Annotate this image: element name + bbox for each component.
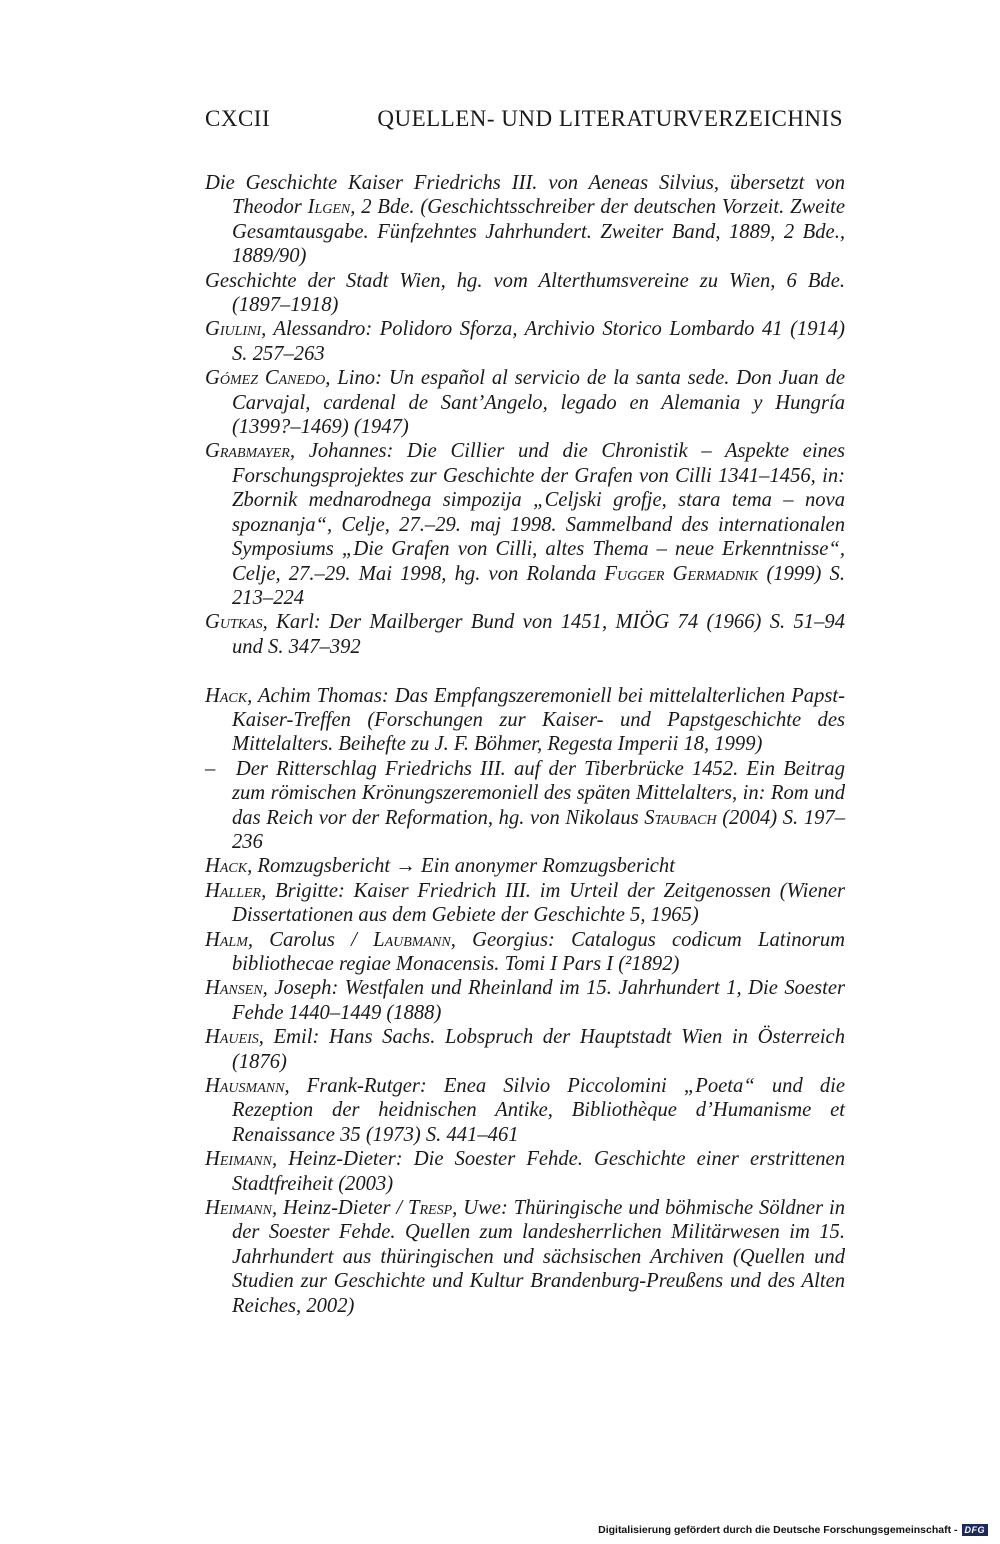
entry-text: , Achim Thomas: Das Empfangszeremoniell bei mittelalterlichen Papst-Kaiser-Treffen (Forschungen zur Kaiser- und Papstgeschichte des Mittelalters. Beihefte zu J. F. Böhmer, Regesta Imperii 18, 1999) bbox=[232, 684, 845, 756]
bib-entry bbox=[205, 439, 845, 610]
entry-text: , Emil: Hans Sachs. Lobspruch der Hauptstadt Wien in Österreich (1876) bbox=[232, 1026, 845, 1073]
entry-text: , Lino: Un español al servicio de la santa sede. Don Juan de Carvajal, cardenal de Sant’Angelo, legado en Alemania y Hungría (1399?–1469) (1947) bbox=[232, 367, 845, 439]
entry-text: , Brigitte: Kaiser Friedrich III. im Urteil der Zeitgenossen (Wiener Dissertationen aus dem Gebiete der Geschichte 5, 1965) bbox=[232, 879, 845, 927]
bib-entry bbox=[205, 928, 845, 977]
footer-credit: Digitalisierung gefördert durch die Deutsche Forschungsgemeinschaft - bbox=[598, 1524, 958, 1536]
entry-text: , Karl: Der Mailberger Bund von 1451, MIÖG 74 (1966) S. 51–94 und S. 347–392 bbox=[232, 611, 845, 658]
author-name: Haueis bbox=[205, 1026, 259, 1049]
entry-text: (2004) S. 197–236 bbox=[232, 806, 846, 853]
bib-entry bbox=[205, 1025, 845, 1074]
author-name: Hansen bbox=[205, 977, 263, 1000]
entry-text: , Alessandro: Polidoro Sforza, Archivio Storico Lombardo 41 (1914) S. 257–263 bbox=[232, 318, 845, 365]
entry-text: , Carolus / bbox=[247, 928, 374, 951]
bib-entry bbox=[205, 1074, 845, 1147]
entry-text: – Der Ritterschlag Friedrichs III. auf der Tiberbrücke 1452. Ein Beitrag zum römischen Krönungszeremoniell des späten Mittelalters, in: Rom und das Reich vor der Reformation, hg. von Nikolaus bbox=[205, 757, 845, 829]
page-number: CXCII bbox=[205, 106, 271, 131]
bib-entry bbox=[205, 684, 845, 757]
author-name: Heimann bbox=[205, 1148, 272, 1171]
bib-entry bbox=[205, 1147, 845, 1196]
bib-entry bbox=[205, 317, 845, 366]
entry-text: , Johannes: Die Cillier und die Chronistik – Aspekte eines Forschungsprojektes zur Geschichte der Grafen von Cilli 1341–1456, in: Zbornik mednarodnega simpozija „Celjski grofje, stara tema – nova spoznanja“, Celje, 27.–29. maj 1998. Sammelband des internationalen Symposiums „Die Grafen von Cilli, altes Thema – neue Erkenntnisse“, Celje, 27.–29. Mai 1998, hg. von Rolanda bbox=[232, 440, 845, 585]
author-name: Haller bbox=[205, 879, 262, 902]
author-name: Ilgen bbox=[307, 196, 351, 219]
entry-text: , Joseph: Westfalen und Rheinland im 15. Jahrhundert 1, Die Soester Fehde 1440–1449 (1888) bbox=[232, 977, 845, 1024]
footer bbox=[598, 1524, 988, 1536]
bib-entry bbox=[205, 757, 845, 855]
entry-text: , Georgius: Catalogus codicum Latinorum bibliothecae regiae Monacensis. Tomi I Pars I (²1892) bbox=[232, 928, 846, 975]
author-name: Gómez Canedo bbox=[205, 367, 326, 390]
author-name: Staubach bbox=[644, 806, 717, 829]
author-name: Tresp bbox=[408, 1197, 453, 1220]
author-name: Fugger Germadnik bbox=[604, 562, 759, 585]
entry-text: , Frank-Rutger: Enea Silvio Piccolomini „Poeta“ und die Rezeption der heidnischen Antike, Bibliothèque d’Humanisme et Renaissance 35 (1973) S. 441–461 bbox=[232, 1075, 845, 1146]
author-name: Giulini bbox=[205, 318, 262, 341]
running-head: QUELLEN- UND LITERATURVERZEICHNIS bbox=[377, 106, 843, 131]
author-name: Grabmayer bbox=[205, 440, 290, 463]
bib-entry bbox=[205, 171, 845, 269]
bib-entry bbox=[205, 366, 845, 439]
bib-entry bbox=[205, 976, 845, 1025]
entry-text: Geschichte der Stadt Wien, hg. vom Alterthumsvereine zu Wien, 6 Bde. (1897–1918) bbox=[205, 269, 845, 317]
author-name: Hack bbox=[205, 855, 248, 878]
bib-entry bbox=[205, 1196, 845, 1318]
entry-text: , Heinz-Dieter: Die Soester Fehde. Geschichte einer erstrittenen Stadtfreiheit (2003) bbox=[232, 1148, 845, 1195]
bibliography-list bbox=[205, 171, 845, 1318]
entry-text: Die Geschichte Kaiser Friedrichs III. von Aeneas Silvius, übersetzt von Theodor bbox=[205, 172, 845, 219]
author-name: Hausmann bbox=[205, 1075, 285, 1098]
author-name: Heimann bbox=[205, 1197, 272, 1220]
entry-text: , Heinz-Dieter / bbox=[271, 1197, 409, 1220]
author-name: Laubmann bbox=[373, 928, 451, 951]
bib-entry bbox=[205, 269, 845, 318]
author-name: Hack bbox=[205, 684, 248, 707]
entry-text: (1999) S. 213–224 bbox=[232, 562, 845, 609]
entry-text: , Uwe: Thüringische und böhmische Söldner in der Soester Fehde. Quellen zum landesherrlichen Militärwesen im 15. Jahrhundert aus thüringischen und sächsischen Archiven (Quellen und Studien zur Geschichte und Kultur Brandenburg-Preußens und des Alten Reiches, 2002) bbox=[232, 1197, 845, 1317]
bib-entry bbox=[205, 879, 845, 928]
author-name: Halm bbox=[205, 928, 248, 951]
bib-entry bbox=[205, 610, 845, 659]
dfg-logo-icon: DFG bbox=[962, 1524, 989, 1536]
author-name: Gutkas bbox=[205, 611, 263, 634]
entry-text: , Romzugsbericht → Ein anonymer Romzugsbericht bbox=[247, 855, 675, 878]
bib-entry bbox=[205, 854, 845, 878]
entry-text: , 2 Bde. (Geschichtsschreiber der deutschen Vorzeit. Zweite Gesamtausgabe. Fünfzehntes Jahrhundert. Zweiter Band, 1889, 2 Bde., 1889/90) bbox=[232, 196, 845, 268]
